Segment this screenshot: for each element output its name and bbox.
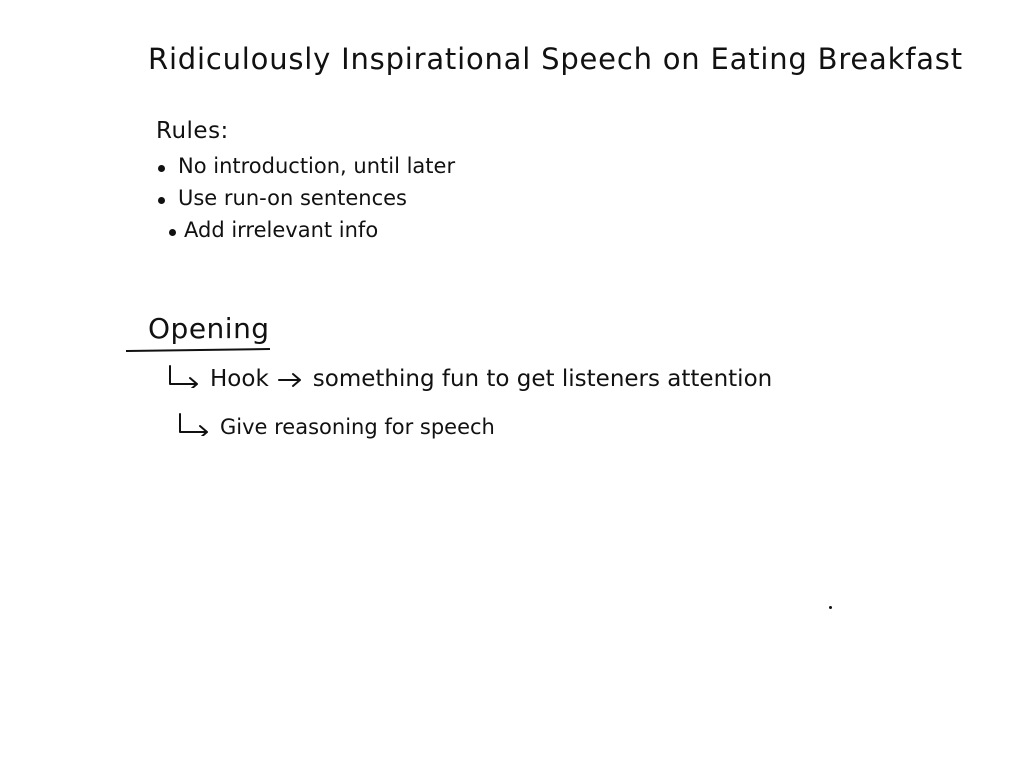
- reasoning-label: Give reasoning for speech: [220, 415, 495, 439]
- stray-dot-mark: [829, 606, 832, 609]
- hook-label: Hook: [210, 366, 269, 392]
- hook-detail: something fun to get listeners attention: [312, 366, 773, 392]
- branch-arrow-icon: [176, 412, 212, 436]
- opening-underline: [126, 348, 270, 352]
- right-arrow-icon: [277, 370, 303, 388]
- rules-list: [156, 150, 455, 246]
- opening-item-reasoning: [176, 410, 495, 444]
- page-title: Ridiculously Inspirational Speech on Eating Breakfast: [148, 42, 963, 76]
- rule-item: No introduction, until later: [156, 150, 455, 182]
- branch-arrow-icon: [166, 364, 202, 388]
- rule-item: Use run-on sentences: [156, 182, 455, 214]
- opening-heading: Opening: [148, 312, 270, 345]
- opening-item-hook: [166, 362, 772, 396]
- rules-heading: Rules:: [156, 118, 229, 144]
- rule-item: Add irrelevant info: [156, 214, 455, 246]
